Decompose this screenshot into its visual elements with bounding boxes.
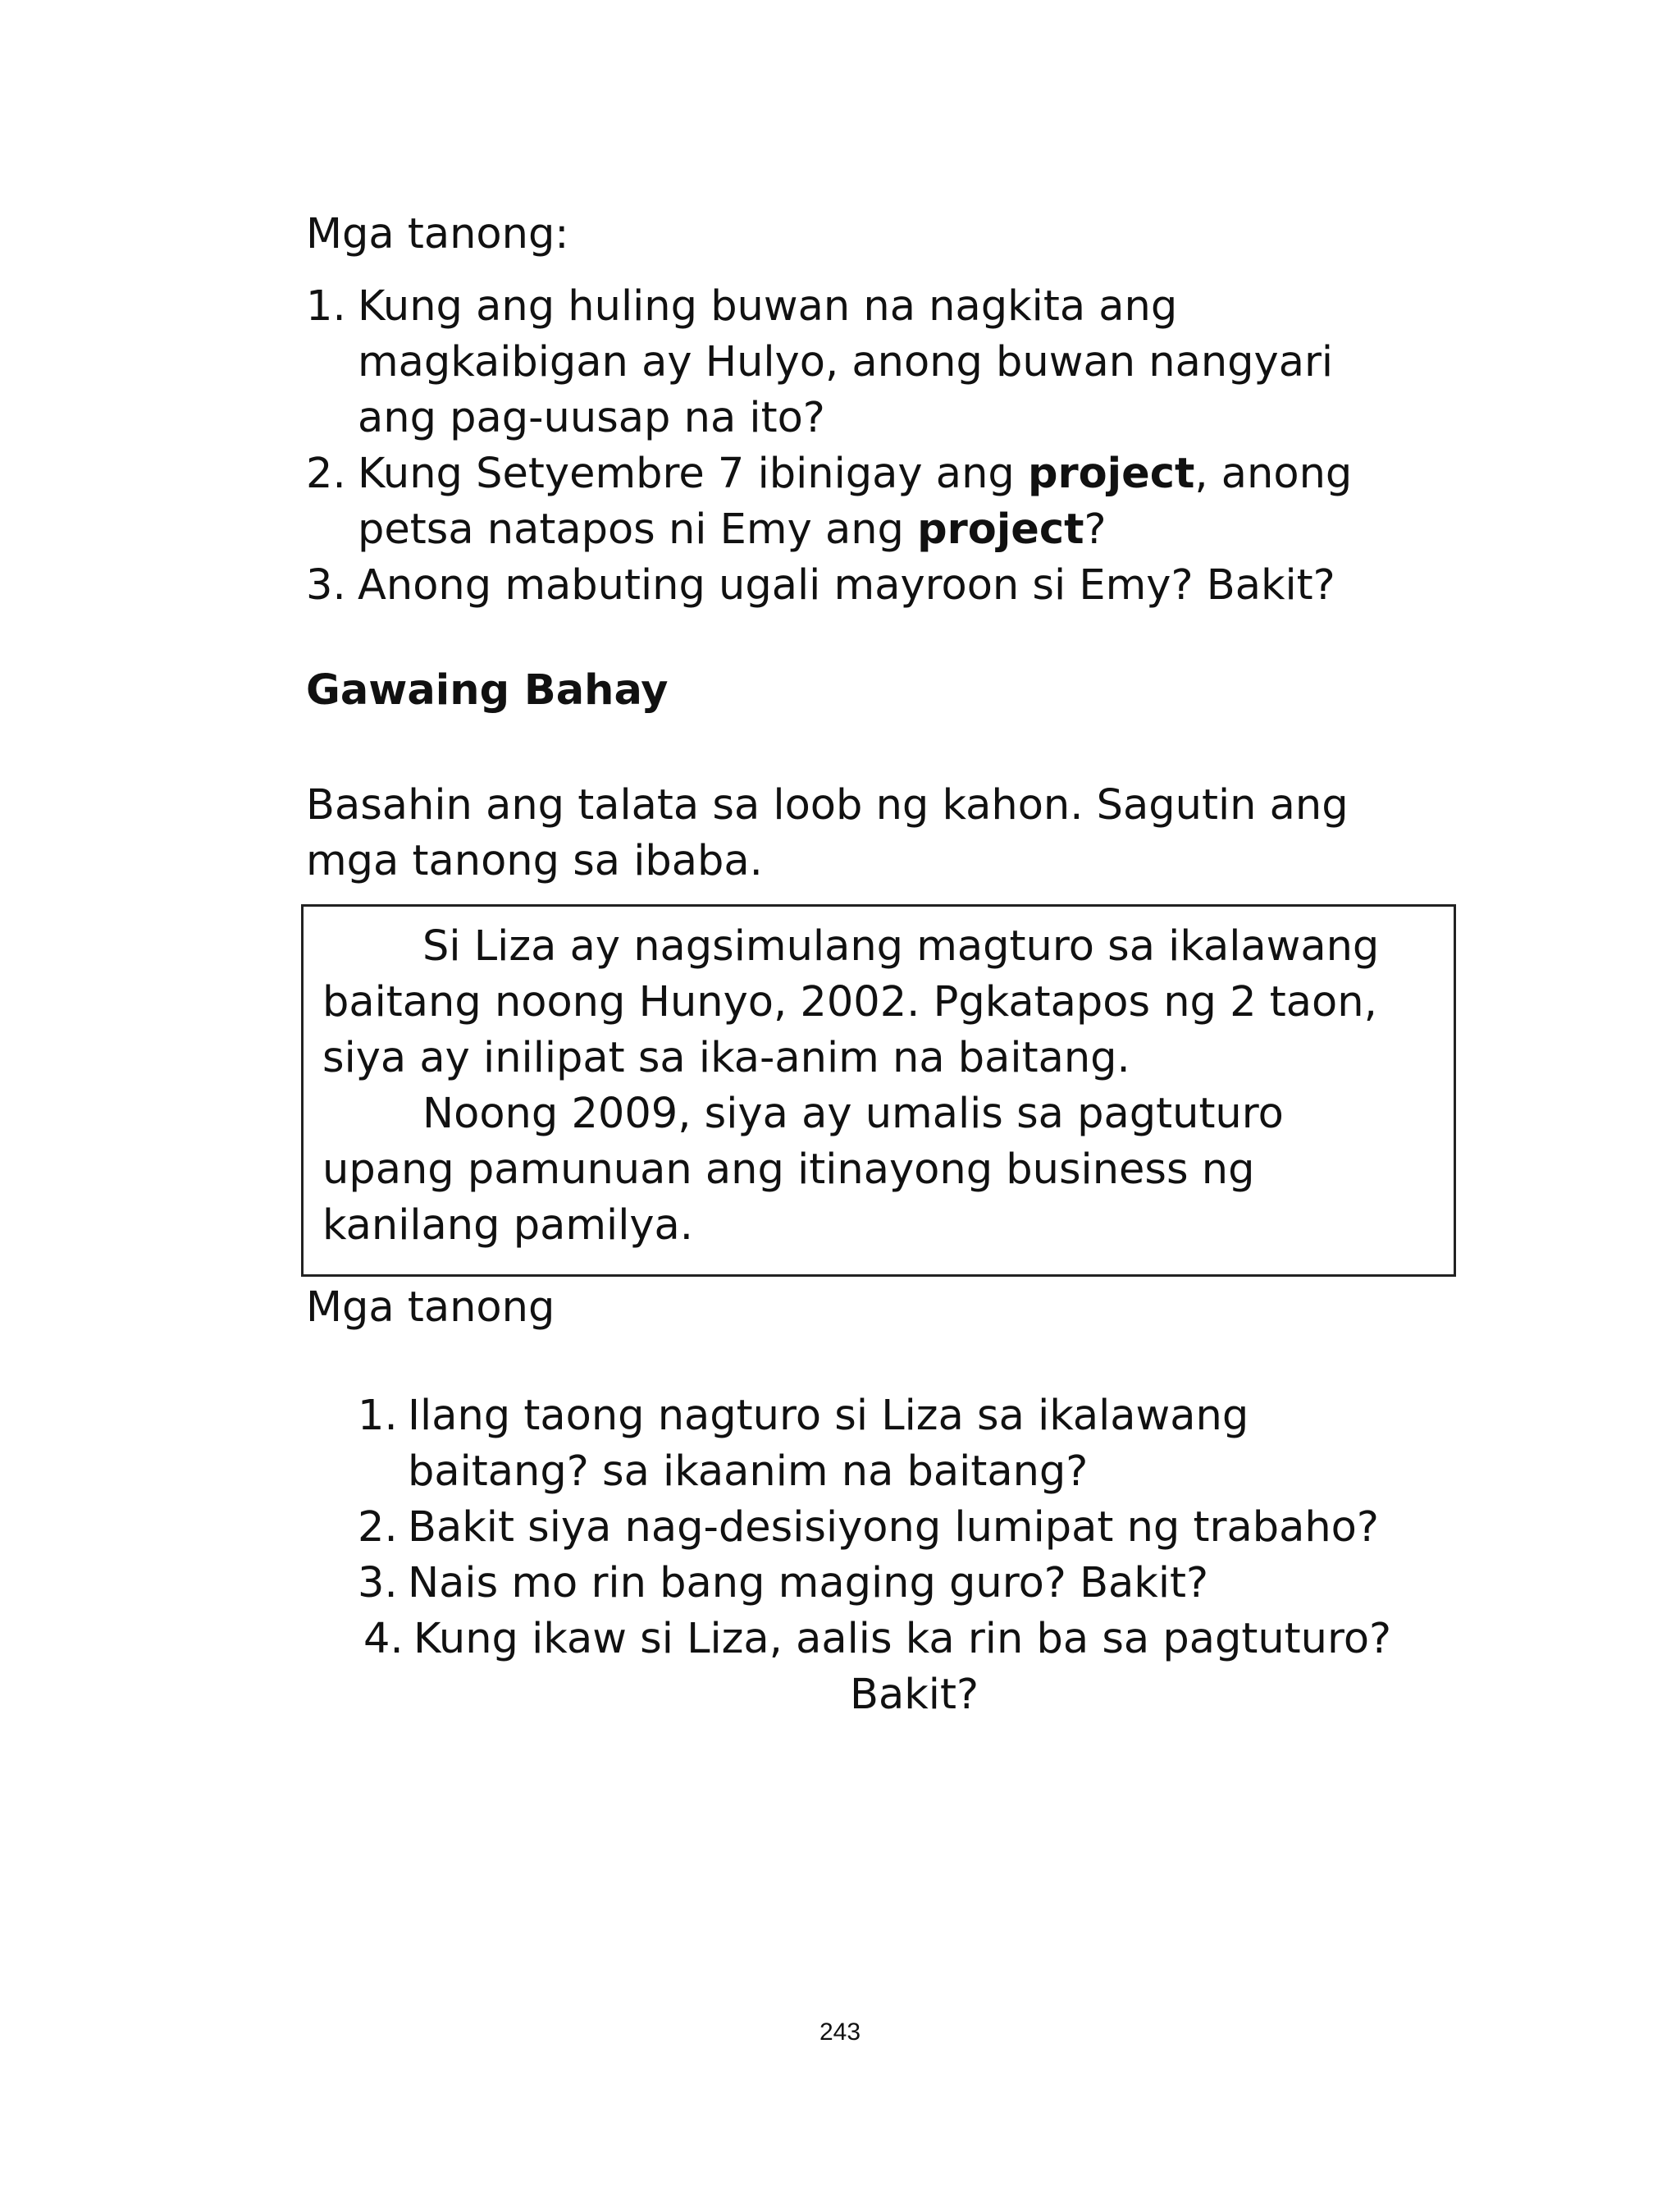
question-1-line-3: ang pag-uusap na ito? (358, 394, 825, 442)
question-3-number: 3. (306, 561, 346, 610)
instructions-line-1: Basahin ang talata sa loob ng kahon. Sagutin ang (306, 781, 1349, 830)
passage-line-5: upang pamunuan ang itinayong business ng (322, 1145, 1255, 1194)
hw-question-3-line-1: Nais mo rin bang maging guro? Bakit? (408, 1559, 1209, 1607)
question-2-number: 2. (306, 450, 346, 498)
hw-question-4-line-2: Bakit? (850, 1671, 979, 1719)
hw-question-3-number: 3. (358, 1559, 398, 1607)
questions-label: Mga tanong: (306, 210, 569, 258)
question-1-number: 1. (306, 282, 346, 331)
passage-line-1: Si Liza ay nagsimulang magturo sa ikalawang (422, 922, 1380, 971)
passage-line-4: Noong 2009, siya ay umalis sa pagtuturo (422, 1090, 1284, 1138)
passage-line-3: siya ay inilipat sa ika-anim na baitang. (322, 1034, 1130, 1082)
page-number: 243 (819, 2019, 861, 2046)
hw-question-1-line-2: baitang? sa ikaanim na baitang? (408, 1447, 1089, 1496)
hw-question-2-number: 2. (358, 1503, 398, 1552)
question-2-line-2: petsa natapos ni Emy ang project? (358, 505, 1107, 554)
question-1-line-2: magkaibigan ay Hulyo, anong buwan nangyari (358, 338, 1334, 386)
question-3-line-1: Anong mabuting ugali mayroon si Emy? Bakit? (358, 561, 1335, 610)
instructions-line-2: mga tanong sa ibaba. (306, 837, 763, 885)
hw-question-2-line-1: Bakit siya nag-desisiyong lumipat ng trabaho? (408, 1503, 1379, 1552)
hw-question-1-number: 1. (358, 1392, 398, 1440)
homework-title: Gawaing Bahay (306, 666, 669, 715)
hw-question-1-line-1: Ilang taong nagturo si Liza sa ikalawang (408, 1392, 1249, 1440)
question-1-line-1: Kung ang huling buwan na nagkita ang (358, 282, 1178, 331)
passage-line-6: kanilang pamilya. (322, 1201, 694, 1250)
hw-question-4-number: 4. (363, 1615, 404, 1663)
homework-questions-label: Mga tanong (306, 1283, 555, 1332)
hw-question-4-line-1: Kung ikaw si Liza, aalis ka rin ba sa pagtuturo? (413, 1615, 1392, 1663)
question-2-line-1: Kung Setyembre 7 ibinigay ang project, anong (358, 450, 1353, 498)
passage-line-2: baitang noong Hunyo, 2002. Pgkatapos ng 2 taon, (322, 978, 1377, 1026)
